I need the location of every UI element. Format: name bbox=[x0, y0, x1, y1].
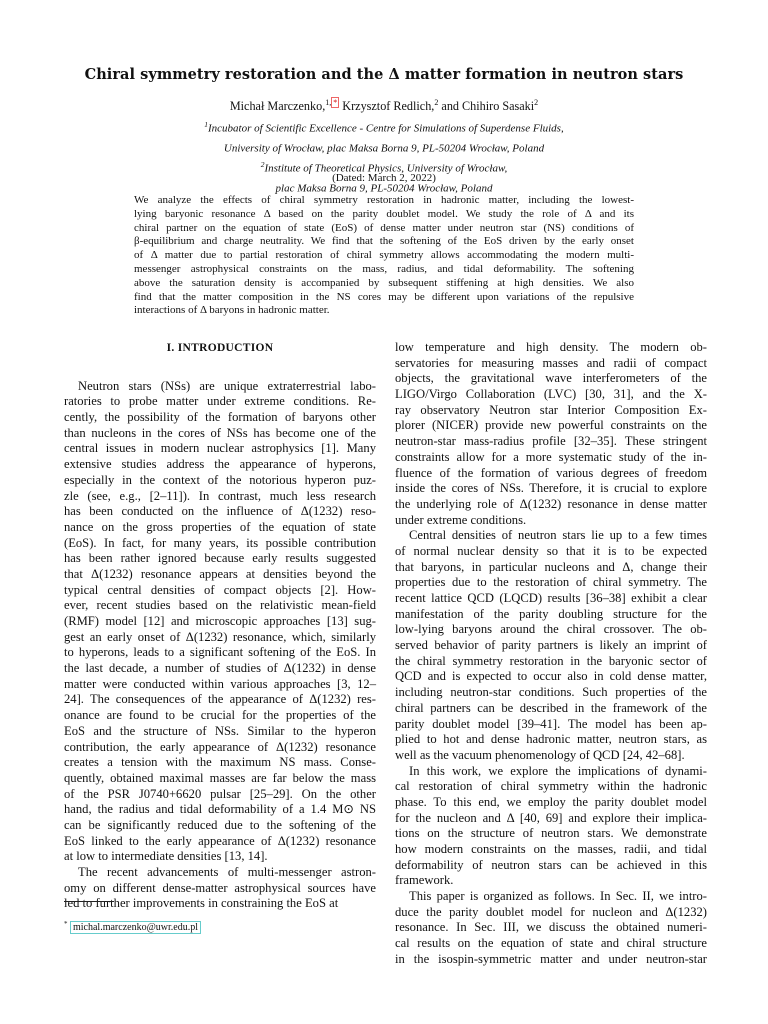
text-line: onance are found to be crucial for the properties of the bbox=[64, 708, 376, 723]
text-line: EoS linked to the early appearance of Δ(1232) resonance bbox=[64, 833, 376, 848]
author-1: Michał Marczenko, bbox=[229, 99, 326, 114]
text-line: objects, the gravitational wave interferometers of the bbox=[395, 371, 707, 386]
text-line: parity doublet model [39–41]. The model has been ap- bbox=[395, 716, 707, 731]
author-1-affil: 1, bbox=[325, 98, 332, 107]
abstract-line: β-equilibrium and charge neutrality. We find that the softening of the EoS driven by the early onset bbox=[134, 235, 634, 248]
abstract-line: of Δ matter due to partial restoration of chiral symmetry allows accommodating the modern multi- bbox=[134, 249, 634, 262]
text-line: fluence of the formation of various degrees of freedom bbox=[395, 465, 707, 480]
text-line: cal restoration of chiral symmetry within the hadronic bbox=[395, 779, 707, 794]
text-line: the chiral symmetry restoration in the baryonic sector of bbox=[395, 653, 707, 668]
abstract bbox=[134, 194, 634, 318]
text-line: well as the vacuum phenomenology of QCD [24, 42–68]. bbox=[395, 747, 685, 762]
abstract-line: chiral partner on the equation of state (EoS) of dense matter under neutron star (NS) conditions of bbox=[134, 221, 634, 234]
abstract-line: above the saturation density is accompanied by subsequent stiffening at high densities. We also bbox=[134, 276, 634, 289]
text-line: properties due to the restoration of chiral symmetry. The bbox=[395, 575, 707, 590]
abstract-line: find that the matter composition in the NS cores may be different upon variations of the repulsive bbox=[134, 290, 634, 303]
text-line: inside the cores of NSs. Therefore, it is crucial to explore bbox=[395, 481, 707, 496]
text-line: recent lattice QCD (LQCD) results [36–38] exhibit a clear bbox=[395, 591, 707, 605]
text-line: typical central densities of compact objects [2]. How- bbox=[64, 582, 376, 597]
text-line: contribution, the early appearance of Δ(1232) resonance bbox=[64, 739, 376, 754]
text-line: to hyperons, leads to a significant softening of the EoS. In bbox=[64, 645, 376, 660]
author-2: Krzysztof Redlich, bbox=[342, 99, 435, 114]
text-line: LIGO/Virgo Collaboration (LVC) [30, 31], and the X- bbox=[395, 387, 707, 402]
text-line: has been conducted on the influence of Δ(1232) reso- bbox=[64, 504, 376, 519]
text-line: that baryons, in particular nucleons and Δ, change their bbox=[395, 559, 707, 574]
text-line: The recent advancements of multi-messenger astron- bbox=[78, 865, 376, 879]
text-line: QCD and is expected to occur also in cold dense matter, bbox=[395, 669, 707, 684]
date-line: (Dated: March 2, 2022) bbox=[332, 172, 436, 184]
footnote bbox=[64, 920, 201, 933]
section-heading: I. INTRODUCTION bbox=[166, 342, 274, 354]
abstract-line: lying baryonic resonance Δ based on the parity doublet model. We study the role of Δ and its bbox=[134, 207, 634, 220]
text-line: Central densities of neutron stars lie up to a few times bbox=[409, 528, 707, 543]
text-line: (EoS). In fact, for many years, its possible contribution bbox=[64, 535, 376, 550]
text-line: extensive studies address the appearance of hyperons, bbox=[64, 457, 376, 472]
text-line: omy on different dense-matter astrophysical sources have bbox=[64, 880, 376, 895]
text-line: phase. To this end, we employ the parity doublet model bbox=[395, 794, 707, 809]
author-2-affil: 2 bbox=[434, 98, 439, 107]
text-line: cently, the possibility of the formation of baryons other bbox=[64, 410, 376, 425]
text-line: zle (see, e.g., [2–11]). In contrast, much less research bbox=[64, 488, 376, 503]
text-line: tions on the structure of neutron stars. We demonstrate bbox=[395, 826, 707, 841]
text-line: constraints allow for a more systematic study of the in- bbox=[395, 449, 707, 464]
affiliations bbox=[60, 117, 708, 196]
text-line: duce the parity doublet model for nucleon and Δ(1232) bbox=[395, 904, 707, 919]
text-line: at low to intermediate densities [13, 14]. bbox=[64, 849, 268, 864]
text-line: Neutron stars (NSs) are unique extraterrestrial labo- bbox=[78, 378, 376, 393]
text-line: served behavior of parity partners is likely an imprint of bbox=[395, 638, 707, 653]
text-line: servatories for measuring masses and radii of compact bbox=[395, 355, 707, 370]
text-line: under extreme conditions. bbox=[395, 512, 527, 527]
text-line: the last decade, a number of studies of Δ(1232) in dense bbox=[64, 661, 376, 676]
text-line: that Δ(1232) resonance appears at densities beyond the bbox=[64, 566, 376, 581]
footnote-rule bbox=[64, 901, 114, 902]
text-line: of the PSR J0740+6620 pulsar [25–29]. On the other bbox=[64, 786, 376, 801]
abstract-line: messenger astrophysical constraints on the mass, radius, and tidal deformability. The softening bbox=[134, 262, 634, 275]
text-line: nance on the gross properties of the equation of state bbox=[64, 519, 376, 534]
right-column bbox=[395, 340, 707, 968]
affiliation-line: plac Maksa Borna 9, PL-50204 Wrocław, Poland bbox=[275, 182, 493, 195]
text-line: of normal nuclear density so that it is to be expected bbox=[395, 543, 707, 558]
abstract-line: interactions of Δ baryons in hadronic matter. bbox=[134, 304, 330, 317]
text-line: neutron-star mass-radius profile [32–35]. These stringent bbox=[395, 434, 707, 449]
text-line: ratories to probe matter under extreme conditions. Re- bbox=[64, 394, 376, 409]
text-line: resonance. In Sec. III, we discuss the obtained numeri- bbox=[395, 920, 707, 935]
text-line: can be significantly reduced due to the softening of the bbox=[64, 817, 376, 832]
text-line: (RMF) model [12] and microscopic approaches [13] sug- bbox=[64, 614, 376, 628]
text-line: chiral partners can be described in the framework of the bbox=[395, 700, 707, 715]
text-line: cal results on the equation of state and chiral structure bbox=[395, 936, 707, 951]
text-line: the underlying role of Δ(1232) resonance in dense matter bbox=[395, 496, 707, 511]
text-line: hand, the radius and tidal deformability of a 1.4 M⊙ NS bbox=[64, 802, 376, 817]
text-line: 24]. The consequences of the appearance of Δ(1232) res- bbox=[64, 692, 376, 707]
email-link[interactable]: michal.marczenko@uwr.edu.pl bbox=[70, 921, 201, 934]
text-line: EoS and the structure of NSs. Similar to the hyperon bbox=[64, 723, 376, 738]
footnote-mark: * bbox=[64, 920, 68, 928]
text-line: how modern constraints on the masses, radii, and tidal bbox=[395, 842, 707, 856]
text-line: creates a tension with the maximum NS mass. Conse- bbox=[64, 755, 376, 770]
left-column bbox=[64, 340, 376, 912]
author-3-affil: 2 bbox=[534, 98, 539, 107]
text-line: deformability of neutron stars can be achieved in this bbox=[395, 857, 707, 872]
text-line: matter were conducted within various approaches [3, 12– bbox=[64, 676, 376, 691]
text-line: gest an early onset of Δ(1232) resonance, which, similarly bbox=[64, 629, 376, 644]
text-line: in the isospin-symmetric matter and under neutron-star bbox=[395, 951, 707, 966]
affiliation-line: University of Wrocław, plac Maksa Borna 9, PL-50204 Wrocław, Poland bbox=[223, 142, 545, 155]
text-line: This paper is organized as follows. In Sec. II, we intro- bbox=[409, 889, 707, 904]
text-line: for the nucleon and Δ [40, 69] and explore their implica- bbox=[395, 810, 707, 825]
text-line: has been rather ignored because early results suggested bbox=[64, 551, 376, 566]
footnote-link[interactable]: * bbox=[333, 98, 338, 107]
text-line: ever, recent studies based on the relativistic mean-field bbox=[64, 598, 376, 613]
text-line: led to further improvements in constraining the EoS at bbox=[64, 896, 339, 911]
text-line: than nucleons in the cores of NSs has become one of the bbox=[64, 425, 376, 440]
text-line: central issues in modern nuclear astrophysics [1]. Many bbox=[64, 441, 376, 456]
affiliation-line: $^1$Incubator of Scientific Excellence - Centre for Simulations of Superdense Fluids, bbox=[204, 120, 564, 135]
text-line: framework. bbox=[395, 873, 454, 888]
text-line: including neutron-star conditions. Such properties of the bbox=[395, 685, 707, 700]
text-line: plorer (NICER) provide new powerful constraints on the bbox=[395, 418, 707, 433]
affiliation-line: $^2$Institute of Theoretical Physics, University of Wrocław, bbox=[260, 159, 508, 175]
text-line: low temperature and high density. The modern ob- bbox=[395, 340, 707, 354]
text-line: quently, obtained maximal masses are far below the mass bbox=[64, 770, 376, 785]
abstract-line: We analyze the effects of chiral symmetry restoration in hadronic matter, including the lowest- bbox=[134, 194, 634, 206]
text-line: plied to hot and dense hadronic matter, neutron stars, as bbox=[395, 732, 707, 747]
text-line: ray observatory Neutron star Interior Composition Ex- bbox=[395, 402, 707, 417]
text-line: manifestation of the parity doubling structure for the bbox=[395, 606, 707, 621]
text-line: In this work, we explore the implications of dynami- bbox=[409, 763, 707, 778]
paper-title: Chiral symmetry restoration and the Δ matter formation in neutron stars bbox=[84, 66, 684, 83]
text-line: especially in the context of the notorious hyperon puz- bbox=[64, 472, 376, 487]
author-3: and Chihiro Sasaki bbox=[441, 99, 535, 114]
author-list bbox=[60, 98, 708, 114]
text-line: low-lying baryons around the chiral crossover. The ob- bbox=[395, 622, 707, 637]
